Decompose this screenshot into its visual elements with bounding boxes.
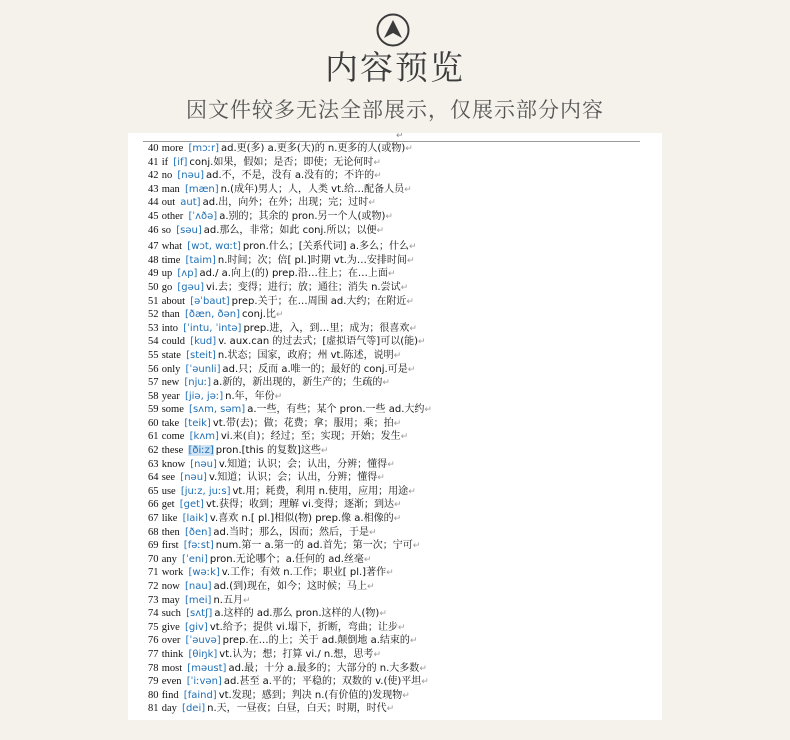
entry-definition: pron.[this 的复数]这些 bbox=[215, 445, 321, 457]
return-mark: ↵ bbox=[418, 337, 426, 348]
entry-number: 55 bbox=[148, 349, 159, 361]
entry-word: only bbox=[161, 363, 181, 375]
paragraph-mark: ↵ bbox=[396, 133, 404, 141]
vocab-entry bbox=[148, 417, 654, 431]
entry-number: 64 bbox=[148, 472, 159, 484]
entry-word: go bbox=[161, 281, 173, 293]
vocab-entry bbox=[148, 566, 654, 580]
vocab-entry bbox=[148, 363, 654, 377]
vocab-entry bbox=[148, 458, 654, 472]
entry-phonetic: [fəːst] bbox=[183, 540, 214, 552]
return-mark: ↵ bbox=[407, 364, 416, 375]
entry-number: 65 bbox=[148, 485, 159, 497]
vocab-entry bbox=[148, 376, 654, 390]
entry-number: 62 bbox=[148, 445, 159, 457]
entry-definition: pron.什么；[关系代词] a.多么；什么 bbox=[242, 241, 410, 253]
entry-phonetic: [kʌm] bbox=[189, 431, 219, 443]
page-title: 内容预览 bbox=[325, 48, 465, 87]
entry-word: first bbox=[161, 540, 179, 552]
entry-word: year bbox=[161, 390, 180, 402]
entry-definition: ad.只；反而 a.唯一的；最好的 conj.可是 bbox=[222, 363, 408, 375]
return-mark: ↵ bbox=[373, 157, 381, 168]
entry-word: about bbox=[161, 295, 186, 307]
entry-definition: ad.那么，非常；如此 conj.所以；以便 bbox=[203, 224, 377, 236]
entry-number: 49 bbox=[148, 268, 159, 280]
entry-number: 43 bbox=[148, 183, 159, 195]
entry-phonetic: aut] bbox=[180, 197, 201, 209]
entry-word: such bbox=[161, 608, 181, 620]
entry-definition: num.第一 a.第一的 ad.首先；第一次；宁可 bbox=[215, 540, 413, 552]
entry-number: 45 bbox=[148, 210, 159, 222]
entry-phonetic: [nəu] bbox=[177, 170, 205, 182]
entry-number: 58 bbox=[148, 390, 159, 402]
return-mark: ↵ bbox=[409, 323, 417, 334]
return-mark: ↵ bbox=[387, 269, 396, 280]
return-mark: ↵ bbox=[406, 255, 415, 266]
entry-word: find bbox=[161, 689, 179, 701]
entry-number: 54 bbox=[148, 336, 159, 348]
return-mark: ↵ bbox=[379, 609, 387, 620]
entry-phonetic: [gəu] bbox=[177, 281, 205, 293]
entry-definition: a.别的；其余的 pron.另一个人(或物) bbox=[219, 210, 386, 222]
entry-number: 56 bbox=[148, 363, 159, 375]
entry-number: 70 bbox=[148, 553, 159, 565]
entry-word: now bbox=[161, 581, 180, 592]
vocab-entry bbox=[148, 224, 654, 238]
entry-word: up bbox=[161, 268, 173, 280]
return-mark: ↵ bbox=[393, 350, 402, 361]
entry-definition: n.天，一昼夜；白昼，白天；时期，时代 bbox=[207, 703, 387, 715]
entry-number: 71 bbox=[148, 567, 159, 579]
entry-word: state bbox=[161, 349, 181, 361]
entry-word: man bbox=[161, 183, 180, 195]
return-mark: ↵ bbox=[386, 704, 395, 715]
entry-number: 79 bbox=[148, 676, 159, 688]
entry-definition: pron.无论哪个；a.任何的 ad.丝毫 bbox=[209, 553, 364, 565]
entry-definition: v.知道；认识；会；认出，分辨；懂得 bbox=[218, 458, 388, 470]
entry-phonetic: [if] bbox=[173, 156, 188, 168]
entry-word: over bbox=[161, 635, 181, 647]
entry-word: into bbox=[161, 322, 179, 334]
vocab-entry bbox=[148, 553, 654, 567]
entry-phonetic: [kud] bbox=[190, 336, 217, 348]
vocab-entry bbox=[148, 240, 654, 254]
entry-phonetic: [sʌm, səm] bbox=[189, 404, 246, 416]
vocab-entry bbox=[148, 183, 654, 197]
vocab-entry bbox=[148, 281, 654, 295]
entry-definition: ad.(到)现在，如今；这时候；马上 bbox=[213, 581, 368, 592]
vocab-entry bbox=[148, 675, 654, 689]
return-mark: ↵ bbox=[393, 514, 402, 525]
vocab-entry bbox=[148, 498, 654, 512]
entry-phonetic: [faind] bbox=[183, 689, 217, 701]
vocab-entry bbox=[148, 210, 654, 224]
entry-definition: vt.用；耗费，利用 n.使用，应用；用途 bbox=[232, 485, 409, 497]
vocab-entry bbox=[148, 634, 654, 648]
entry-number: 68 bbox=[148, 526, 159, 538]
entry-number: 66 bbox=[148, 499, 159, 511]
return-mark: ↵ bbox=[424, 405, 432, 416]
return-mark: ↵ bbox=[382, 378, 390, 389]
vocab-entry bbox=[148, 485, 654, 499]
entry-number: 75 bbox=[148, 621, 159, 633]
entry-definition: prep.在…的上；关于 ad.颠倒地 a.结束的 bbox=[222, 635, 410, 647]
entry-definition: conj.如果，假如；是否；即使；无论何时 bbox=[189, 156, 374, 168]
entry-number: 63 bbox=[148, 458, 159, 470]
entry-phonetic: [ˈiːvən] bbox=[186, 676, 222, 688]
vocab-entry bbox=[148, 526, 654, 540]
vocab-entry bbox=[148, 689, 654, 703]
entry-word: than bbox=[161, 309, 180, 321]
entry-word: then bbox=[161, 526, 180, 538]
vocab-entry bbox=[148, 169, 654, 183]
return-mark: ↵ bbox=[363, 554, 372, 565]
entry-number: 47 bbox=[148, 241, 159, 253]
vocab-entry bbox=[148, 390, 654, 404]
entry-definition: n.状态；国家，政府；州 vt.陈述，说明 bbox=[217, 349, 394, 361]
entry-phonetic: [steit] bbox=[186, 349, 216, 361]
vocab-entry bbox=[148, 702, 654, 716]
entry-phonetic: [nəu] bbox=[190, 458, 217, 470]
entry-phonetic: [səu] bbox=[176, 224, 202, 236]
entry-number: 72 bbox=[148, 581, 159, 592]
entry-definition: n.(成年)男人；人，人类 vt.给…配备人员 bbox=[220, 183, 405, 195]
entry-phonetic: [njuː] bbox=[184, 377, 212, 389]
entry-number: 48 bbox=[148, 254, 159, 266]
entry-definition: vt.获得；收到；理解 vi.变得；逐渐；到达 bbox=[205, 499, 395, 511]
vocab-entry bbox=[148, 295, 654, 309]
entry-definition: ad.最；十分 a.最多的；大部分的 n.大多数 bbox=[228, 662, 420, 674]
entry-phonetic: [ˈeni] bbox=[182, 553, 208, 565]
entry-number: 51 bbox=[148, 295, 159, 307]
vocab-entry bbox=[148, 662, 654, 676]
entry-phonetic: [wɔt, wɑːt] bbox=[187, 241, 241, 253]
entry-word: may bbox=[161, 594, 180, 606]
return-mark: ↵ bbox=[387, 459, 395, 470]
vocab-entry bbox=[148, 648, 654, 662]
vocab-entry bbox=[148, 196, 654, 210]
entry-phonetic: [ðen] bbox=[184, 526, 212, 538]
entry-phonetic: [mɔːr] bbox=[188, 143, 219, 154]
entry-phonetic: [dei] bbox=[182, 703, 206, 715]
entry-phonetic: [ˈəuvə] bbox=[185, 635, 221, 647]
entry-number: 77 bbox=[148, 648, 159, 660]
vocab-entry bbox=[148, 621, 654, 635]
vocab-entry bbox=[148, 444, 654, 458]
return-mark: ↵ bbox=[409, 242, 417, 253]
entry-number: 52 bbox=[148, 309, 159, 321]
entry-number: 78 bbox=[148, 662, 159, 674]
return-mark: ↵ bbox=[369, 527, 377, 538]
entry-word: like bbox=[161, 513, 178, 525]
entry-definition: ad.不，不是，没有 a.没有的；不许的 bbox=[206, 170, 375, 182]
entry-phonetic: [jiə, jəː] bbox=[184, 390, 224, 402]
vocab-entry bbox=[148, 594, 654, 608]
entry-word: what bbox=[161, 241, 183, 253]
entry-number: 80 bbox=[148, 689, 159, 701]
entry-word: most bbox=[161, 662, 183, 674]
vocab-entry bbox=[148, 607, 654, 621]
return-mark: ↵ bbox=[421, 677, 429, 688]
return-mark: ↵ bbox=[412, 541, 421, 552]
return-mark: ↵ bbox=[402, 690, 410, 701]
entry-number: 61 bbox=[148, 431, 159, 443]
entry-word: if bbox=[161, 156, 169, 168]
entry-definition: ad.甚至 a.平的；平稳的；双数的 v.(使)平坦 bbox=[223, 676, 422, 688]
return-mark: ↵ bbox=[405, 144, 413, 154]
entry-phonetic: [taim] bbox=[185, 254, 216, 266]
vocab-entry bbox=[148, 403, 654, 417]
vocab-entry bbox=[148, 471, 654, 485]
entry-definition: vi.来(自)；经过；至；实现；开始；发生 bbox=[220, 431, 401, 443]
entry-word: think bbox=[161, 648, 184, 660]
entry-definition: vt.给予；提供 vi.塌下，折断，弯曲；让步 bbox=[209, 621, 398, 633]
entry-number: 44 bbox=[148, 197, 159, 209]
circled-up-arrow-icon bbox=[376, 13, 410, 47]
entry-word: other bbox=[161, 210, 184, 222]
vocab-entry bbox=[148, 580, 654, 594]
entry-definition: prep.进，入，到…里；成为；很喜欢 bbox=[243, 322, 410, 334]
entry-number: 69 bbox=[148, 540, 159, 552]
return-mark: ↵ bbox=[274, 391, 283, 402]
return-mark: ↵ bbox=[404, 184, 412, 195]
return-mark: ↵ bbox=[385, 211, 393, 222]
vocab-entry bbox=[148, 142, 654, 156]
return-mark: ↵ bbox=[386, 568, 394, 579]
vocabulary-list bbox=[148, 142, 654, 716]
entry-phonetic: [ˈəunli] bbox=[185, 363, 221, 375]
vocab-entry bbox=[148, 349, 654, 363]
entry-number: 74 bbox=[148, 608, 159, 620]
return-mark: ↵ bbox=[393, 418, 402, 429]
entry-number: 59 bbox=[148, 404, 159, 416]
entry-word: so bbox=[161, 224, 172, 236]
return-mark: ↵ bbox=[367, 582, 375, 592]
vocab-entry bbox=[148, 539, 654, 553]
entry-phonetic: [məust] bbox=[187, 662, 227, 674]
return-mark: ↵ bbox=[406, 296, 414, 307]
entry-number: 41 bbox=[148, 156, 159, 168]
entry-phonetic: [ʌp] bbox=[177, 268, 198, 280]
entry-definition: ad./ a.向上(的) prep.沿…往上；在…上面 bbox=[199, 268, 388, 280]
return-mark: ↵ bbox=[320, 446, 329, 457]
entry-phonetic: [get] bbox=[179, 499, 204, 511]
entry-number: 53 bbox=[148, 322, 159, 334]
return-mark: ↵ bbox=[400, 282, 409, 293]
entry-word: new bbox=[161, 377, 180, 389]
entry-word: give bbox=[161, 621, 180, 633]
entry-phonetic: [ˈintu, ˈintə] bbox=[183, 322, 242, 334]
entry-number: 42 bbox=[148, 170, 159, 182]
entry-definition: v.知道；认识；会；认出，分辨；懂得 bbox=[208, 472, 378, 484]
entry-definition: n.五月 bbox=[213, 594, 243, 606]
vocab-entry bbox=[148, 322, 654, 336]
entry-word: get bbox=[161, 499, 175, 511]
return-mark: ↵ bbox=[397, 622, 406, 633]
entry-word: out bbox=[161, 197, 176, 209]
entry-phonetic: [laik] bbox=[182, 513, 208, 525]
entry-definition: vt.认为；想；打算 vi./ n.想，思考 bbox=[219, 648, 374, 660]
entry-number: 50 bbox=[148, 281, 159, 293]
entry-phonetic: [juːz, juːs] bbox=[180, 485, 231, 497]
entry-definition: n.年，年份 bbox=[225, 390, 275, 402]
return-mark: ↵ bbox=[419, 663, 427, 674]
document-preview bbox=[128, 133, 662, 720]
return-mark: ↵ bbox=[373, 649, 381, 660]
entry-phonetic: [ðiːz] bbox=[188, 445, 214, 457]
vocab-entry bbox=[148, 308, 654, 322]
entry-phonetic: [teik] bbox=[184, 417, 211, 429]
entry-phonetic: [giv] bbox=[184, 621, 208, 633]
entry-number: 76 bbox=[148, 635, 159, 647]
entry-word: some bbox=[161, 404, 184, 416]
entry-number: 57 bbox=[148, 377, 159, 389]
entry-definition: vi.去；变得；进行；放；通往；消失 n.尝试 bbox=[206, 281, 401, 293]
entry-word: time bbox=[161, 254, 181, 266]
entry-phonetic: [ðæn, ðən] bbox=[184, 309, 240, 321]
entry-definition: prep.关于；在…周围 ad.大约；在附近 bbox=[231, 295, 407, 307]
entry-phonetic: [sʌtʃ] bbox=[186, 608, 213, 620]
entry-number: 46 bbox=[148, 224, 159, 236]
entry-definition: a.这样的 ad.那么 pron.这样的人(物) bbox=[214, 608, 380, 620]
vocab-entry bbox=[148, 512, 654, 526]
return-mark: ↵ bbox=[377, 473, 385, 484]
entry-word: come bbox=[161, 431, 185, 443]
vocab-entry bbox=[148, 430, 654, 444]
return-mark: ↵ bbox=[408, 486, 416, 497]
return-mark: ↵ bbox=[394, 500, 402, 511]
page-subtitle: 因文件较多无法全部展示，仅展示部分内容 bbox=[186, 98, 604, 122]
return-mark: ↵ bbox=[400, 432, 409, 443]
entry-number: 40 bbox=[148, 143, 159, 154]
vocab-entry bbox=[148, 156, 654, 170]
entry-definition: conj.比 bbox=[242, 309, 276, 321]
entry-definition: a.新的，新出现的，新生产的；生疏的 bbox=[213, 377, 383, 389]
entry-phonetic: [θiŋk] bbox=[188, 648, 218, 660]
entry-word: any bbox=[161, 553, 177, 565]
entry-number: 60 bbox=[148, 417, 159, 429]
entry-definition: vt.带(去)；做；花费；拿；服用；乘；拍 bbox=[212, 417, 394, 429]
return-mark: ↵ bbox=[376, 225, 385, 236]
entry-word: could bbox=[161, 336, 186, 348]
entry-word: more bbox=[161, 143, 184, 154]
entry-phonetic: [mæn] bbox=[184, 183, 219, 195]
entry-phonetic: [mei] bbox=[184, 594, 212, 606]
entry-phonetic: [nəu] bbox=[180, 472, 207, 484]
entry-word: even bbox=[161, 676, 182, 688]
return-mark: ↵ bbox=[275, 310, 284, 321]
entry-definition: vt.发现；感到；判决 n.(有价值的)发现物 bbox=[218, 689, 403, 701]
vocab-entry bbox=[148, 267, 654, 281]
entry-number: 67 bbox=[148, 513, 159, 525]
entry-definition: v.工作；有效 n.工作；职业[ pl.]著作 bbox=[221, 567, 387, 579]
entry-definition: ad.出，向外；在外；出现；完；过时 bbox=[202, 197, 369, 209]
vocab-entry bbox=[148, 254, 654, 268]
entry-phonetic: [əˈbaut] bbox=[190, 295, 230, 307]
return-mark: ↵ bbox=[374, 171, 382, 182]
entry-definition: a.一些，有些；某个 pron.一些 ad.大约 bbox=[247, 404, 425, 416]
entry-number: 81 bbox=[148, 703, 159, 715]
return-mark: ↵ bbox=[368, 198, 376, 209]
return-mark: ↵ bbox=[242, 595, 251, 606]
entry-word: these bbox=[161, 445, 184, 457]
entry-word: use bbox=[161, 485, 176, 497]
entry-definition: ad.当时；那么，因而；然后，于是 bbox=[213, 526, 370, 538]
entry-phonetic: [wəːk] bbox=[188, 567, 220, 579]
entry-number: 73 bbox=[148, 594, 159, 606]
entry-word: know bbox=[161, 458, 186, 470]
entry-word: work bbox=[161, 567, 184, 579]
entry-phonetic: [nau] bbox=[184, 581, 212, 592]
entry-word: no bbox=[161, 170, 173, 182]
entry-definition: v.喜欢 n.[ pl.]相似(物) prep.像 a.相像的 bbox=[209, 513, 394, 525]
entry-phonetic: [ˈʌðə] bbox=[188, 210, 218, 222]
vocab-entry bbox=[148, 335, 654, 349]
return-mark: ↵ bbox=[409, 636, 418, 647]
entry-definition: ad.更(多) a.更多(大)的 n.更多的人(或物) bbox=[220, 143, 406, 154]
entry-word: day bbox=[161, 703, 177, 715]
entry-word: see bbox=[161, 472, 176, 484]
entry-definition: n.时间；次；倍[ pl.]时期 vt.为…安排时间 bbox=[217, 254, 407, 266]
entry-definition: v. aux.can 的过去式；[虚拟语气等]可以(能) bbox=[218, 336, 418, 348]
entry-word: take bbox=[161, 417, 180, 429]
